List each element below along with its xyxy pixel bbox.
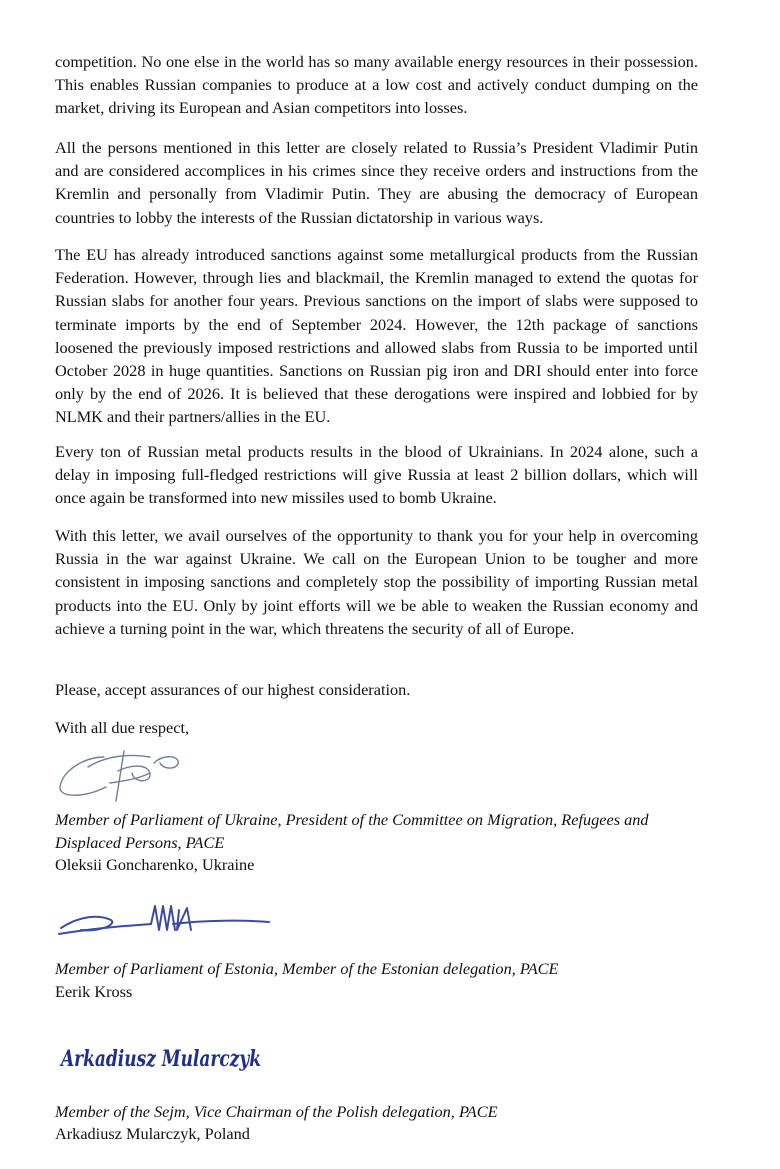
letter-paragraph-2: All the persons mentioned in this letter are closely related to Russia’s President Vladimir Putin and are considered accomplices in his crimes since they receive orders and instructions from the Kremlin and personally from Vladimir Putin. They are abusing the democracy of European countries to lobby the interests of the Russian dictatorship in various ways. <box>55 138 698 227</box>
letter-paragraph-1: competition. No one else in the world has so many available energy resources in their possession. This enables Russian companies to produce at a low cost and actively conduct dumping on the market, driving its European and Asian competitors into losses. <box>55 52 698 118</box>
svg-text:Arkadiusz Mularczyk: Arkadiusz Mularczyk <box>59 1046 261 1072</box>
signatory-role-2: Member of Parliament of Estonia, Member of the Estonian delegation, PACE <box>55 959 559 978</box>
signatory-name-3: Arkadiusz Mularczyk, Poland <box>55 1124 250 1143</box>
signature-kross <box>55 898 275 948</box>
signatory-name-2: Eerik Kross <box>55 982 133 1001</box>
signature-goncharenko <box>54 743 194 803</box>
signatory-name-1: Oleksii Goncharenko, Ukraine <box>55 855 255 874</box>
signature-mularczyk <box>55 1030 285 1090</box>
salutation: With all due respect, <box>55 718 190 737</box>
signatory-role-1: Member of Parliament of Ukraine, President of the Committee on Migration, Refugees and Displaced Persons, PACE <box>55 810 649 853</box>
closing-line: Please, accept assurances of our highest consideration. <box>55 680 411 699</box>
letter-paragraph-3: The EU has already introduced sanctions against some metallurgical products from the Russian Federation. However, through lies and blackmail, the Kremlin managed to extend the quotas for Russian slabs for another four years. Previous sanctions on the import of slabs were supposed to terminate imports by the end of September 2024. However, the 12th package of sanctions loosened the previously imposed restrictions and allowed slabs from Russia to be imported until October 2028 in huge quantities. Sanctions on Russian pig iron and DRI should enter into force only by the end of 2026. It is believed that these derogations were inspired and lobbied for by NLMK and their partners/allies in the EU. <box>55 245 698 427</box>
signatory-role-3: Member of the Sejm, Vice Chairman of the Polish delegation, PACE <box>55 1102 498 1121</box>
letter-paragraph-5: With this letter, we avail ourselves of the opportunity to thank you for your help in overcoming Russia in the war against Ukraine. We call on the European Union to be tougher and more consistent in imposing sanctions and completely stop the possibility of importing Russian metal products into the EU. Only by joint efforts will we be able to weaken the Russian economy and achieve a turning point in the war, which threatens the security of all of Europe. <box>55 526 698 638</box>
letter-paragraph-4: Every ton of Russian metal products results in the blood of Ukrainians. In 2024 alone, such a delay in imposing full-fledged restrictions will give Russia at least 2 billion dollars, which will once again be transformed into new missiles used to bomb Ukraine. <box>55 442 698 508</box>
